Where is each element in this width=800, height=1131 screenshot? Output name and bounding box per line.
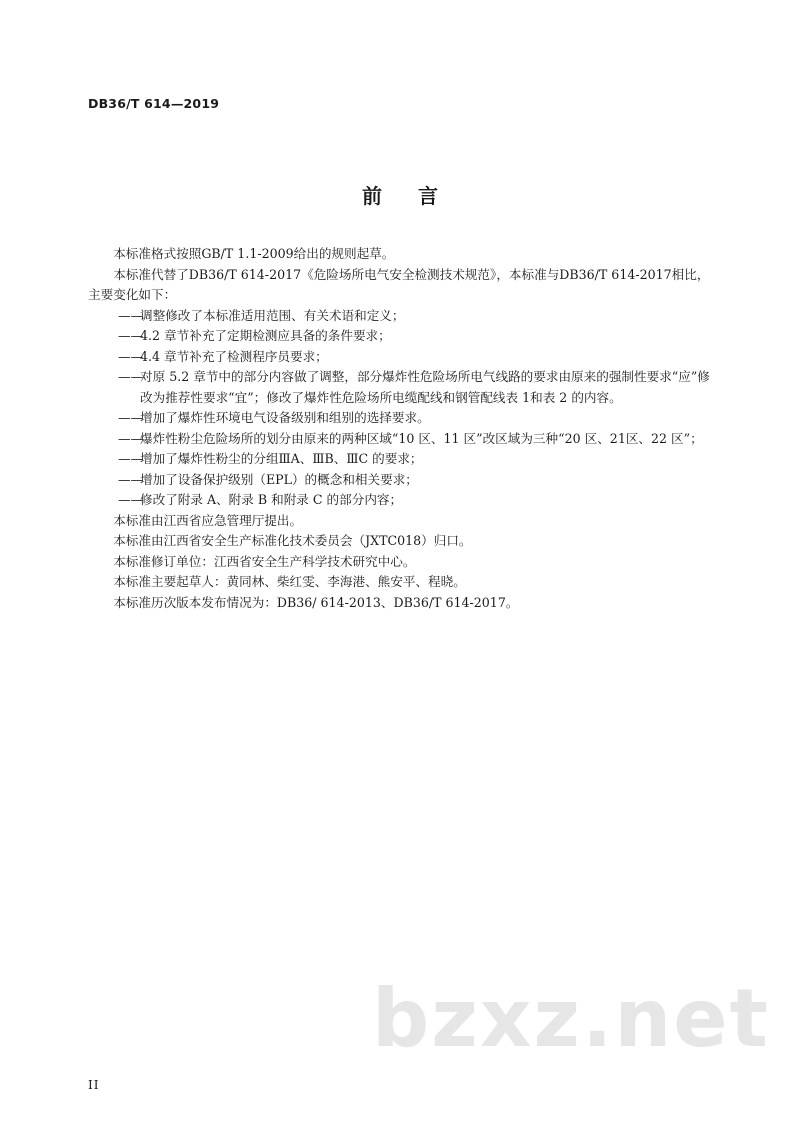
changes-list <box>88 306 710 511</box>
list-item <box>88 367 710 408</box>
list-dash: —— <box>118 410 144 425</box>
list-dash: —— <box>118 369 144 384</box>
list-dash: —— <box>118 328 144 343</box>
list-item-text: 4.2 章节补充了定期检测应具备的条件要求； <box>140 328 391 343</box>
list-item-text: 增加了设备保护级别（EPL）的概念和相关要求； <box>140 471 418 487</box>
list-dash: —— <box>118 451 144 466</box>
paragraph-proposer: 本标准由江西省应急管理厅提出。 <box>113 512 303 528</box>
page-number: II <box>88 1078 100 1092</box>
list-dash: —— <box>118 492 144 507</box>
list-dash: —— <box>118 471 144 487</box>
list-dash: —— <box>118 307 144 323</box>
paragraph-version-history: 本标准历次版本发布情况为：DB36/ 614-2013、DB36/T 614-2017。 <box>113 594 519 610</box>
list-item <box>88 408 710 429</box>
list-dash: —— <box>118 348 144 364</box>
list-item <box>88 347 710 368</box>
list-item-text: 调整修改了本标准适用范围、有关术语和定义； <box>140 307 405 323</box>
list-item <box>88 470 710 491</box>
foreword-body <box>88 244 710 613</box>
list-item-text: 增加了爆炸性环境电气设备级别和组别的选择要求。 <box>140 410 430 425</box>
list-item <box>88 306 710 327</box>
paragraph-technical-committee: 本标准由江西省安全生产标准化技术委员会（JXTC018）归口。 <box>113 533 472 548</box>
list-item <box>88 326 710 347</box>
list-dash: —— <box>118 430 144 446</box>
paragraph-replacement: 本标准代替了DB36/T 614-2017《危险场所电气安全检测技术规范》，本标准与DB36/T 614-2017相比，主要变化如下： <box>88 266 710 302</box>
list-item <box>88 449 710 470</box>
list-item-text: 增加了爆炸性粉尘的分组ⅢA、ⅢB、ⅢC 的要求； <box>140 451 423 466</box>
list-item-text: 对原 5.2 章节中的部分内容做了调整，部分爆炸性危险场所电气线路的要求由原来的强制性要求“应”修改为推荐性要求“宜”；修改了爆炸性危险场所电缆配线和钢管配线表 1和表 2 的内容。 <box>140 369 710 405</box>
list-item-text: 4.4 章节补充了检测程序员要求； <box>140 348 328 364</box>
page-title: 前言 <box>362 184 474 208</box>
document-code: DB36/T 614—2019 <box>88 96 220 111</box>
list-item <box>88 429 710 450</box>
watermark: bzxz.net <box>372 972 770 1065</box>
list-item-text: 修改了附录 A、附录 B 和附录 C 的部分内容； <box>140 492 403 507</box>
list-item <box>88 490 710 511</box>
list-item-text: 爆炸性粉尘危险场所的划分由原来的两种区域“10 区、11 区”改区域为三种“20 区、21区、22 区”； <box>140 430 703 446</box>
paragraph-revising-unit: 本标准修订单位：江西省安全生产科学技术研究中心。 <box>113 553 416 569</box>
paragraph-drafters: 本标准主要起草人：黄同林、柴红雯、李海港、熊安平、程晓。 <box>113 574 466 589</box>
paragraph-drafting-rules: 本标准格式按照GB/T 1.1-2009给出的规则起草。 <box>113 246 395 261</box>
